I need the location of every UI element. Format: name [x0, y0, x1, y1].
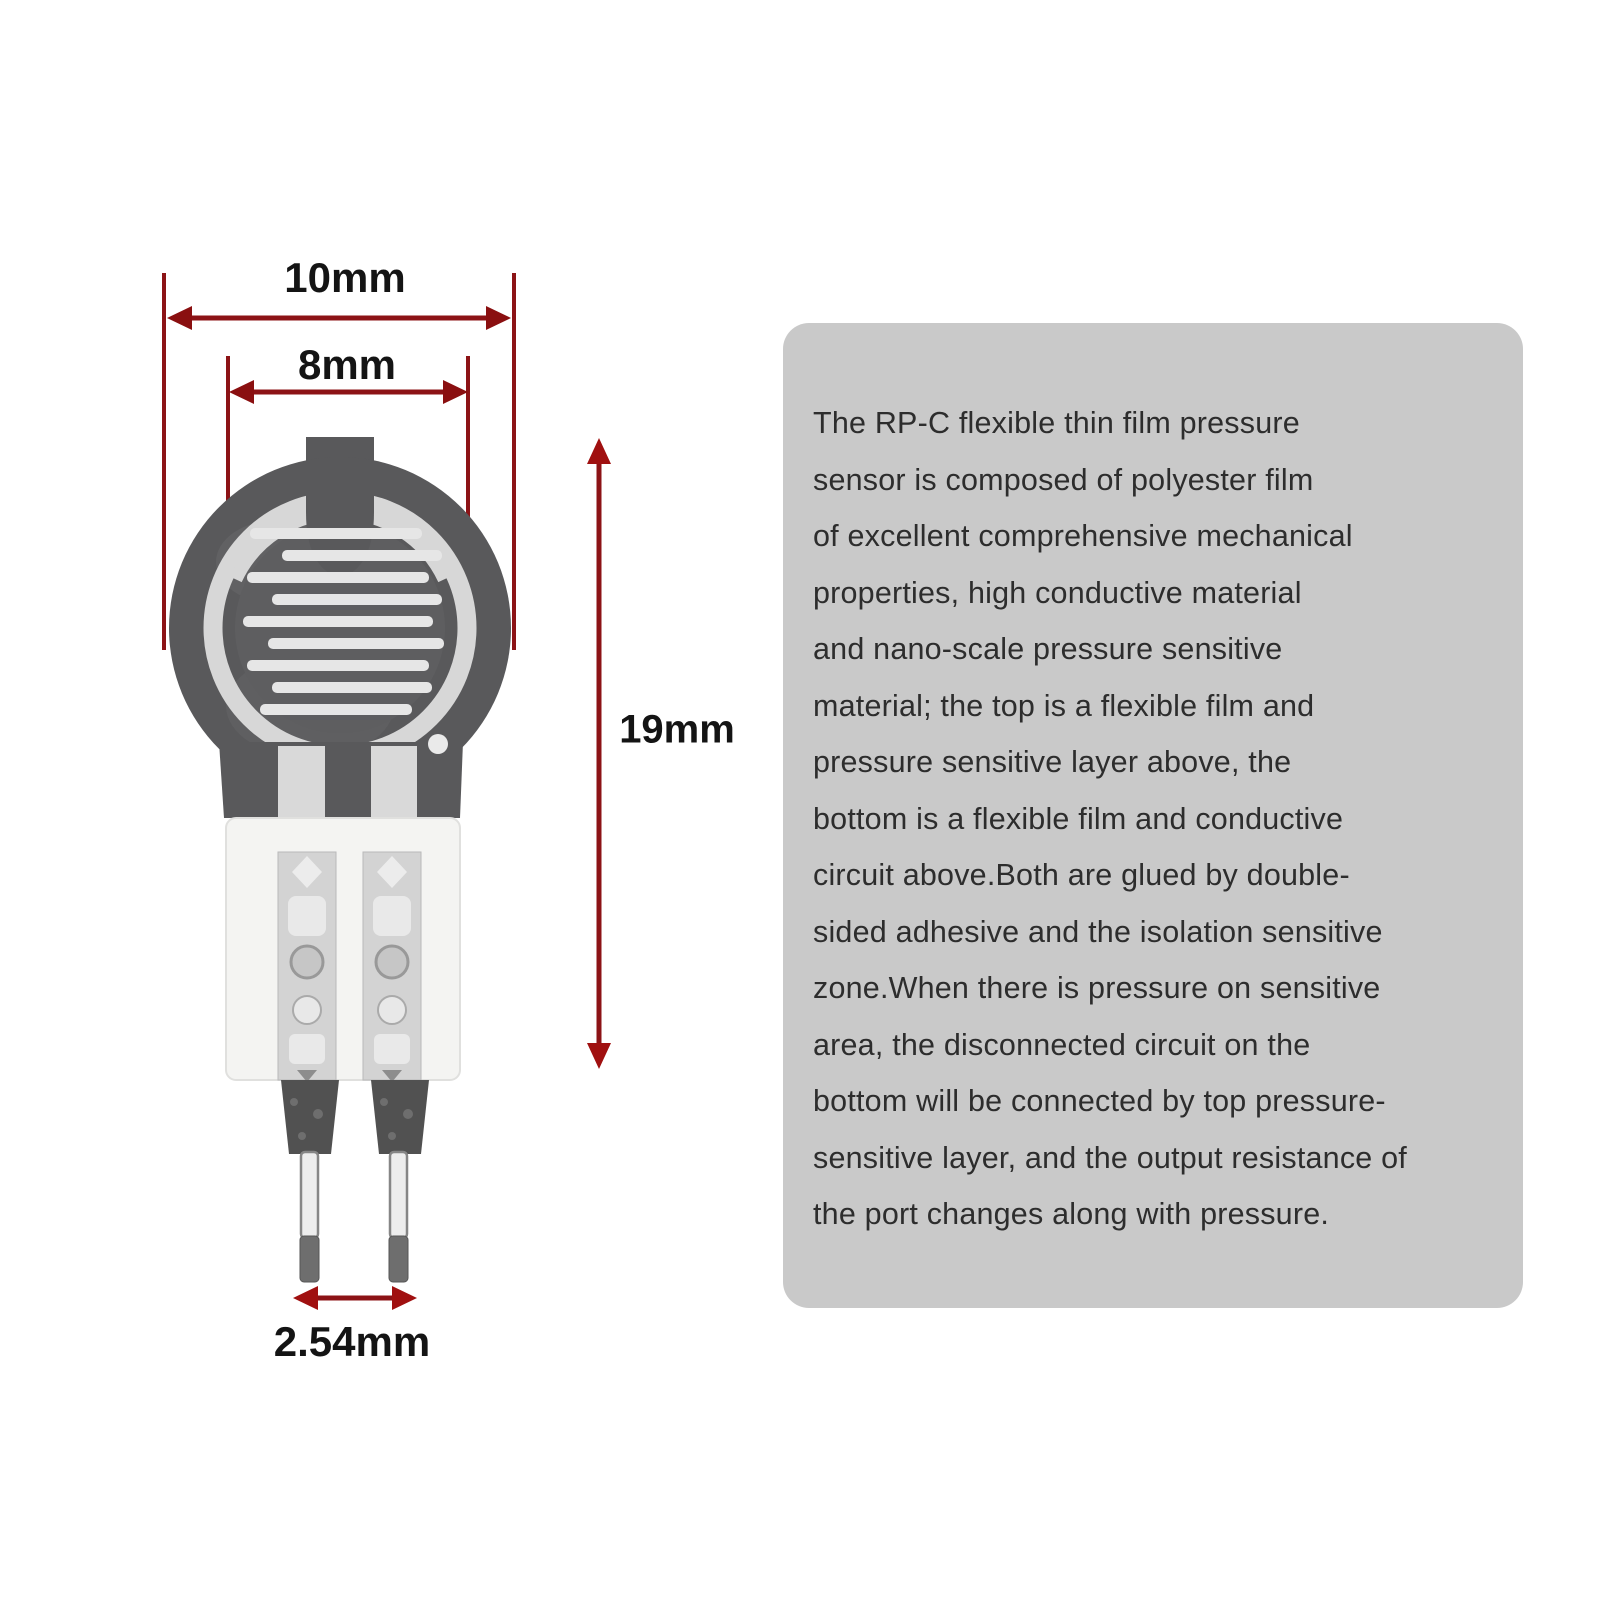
description-line: and nano-scale pressure sensitive: [813, 632, 1283, 666]
description-line: properties, high conductive material: [813, 575, 1302, 610]
pin-right-tip: [389, 1236, 408, 1282]
arrowhead-left-icon: [293, 1286, 318, 1310]
description-line: sensitive layer, and the output resistance of: [813, 1140, 1407, 1175]
electrode-finger: [272, 682, 432, 693]
pin-left-tip: [300, 1236, 319, 1282]
dimension-arrow-2-54mm: [293, 1286, 417, 1310]
dimension-arrow-10mm: [167, 306, 511, 330]
electrode-finger: [268, 638, 444, 649]
electrode-finger: [247, 572, 429, 583]
description-line: bottom is a flexible film and conductive: [813, 801, 1344, 836]
dim-label-8mm: 8mm: [297, 341, 397, 388]
electrode-finger: [247, 660, 429, 671]
pin-right: [371, 1080, 429, 1282]
arrowhead-down-icon: [587, 1043, 611, 1069]
arrowhead-right-icon: [443, 380, 468, 404]
dimension-arrow-19mm: [587, 438, 611, 1069]
connector-body: [226, 818, 460, 1080]
pin-right-shaft: [390, 1152, 407, 1238]
description-line: sided adhesive and the isolation sensitive: [813, 914, 1383, 949]
description-line: material; the top is a flexible film and: [813, 688, 1315, 723]
description-line: the port changes along with pressure.: [813, 1197, 1330, 1231]
description-panel: [783, 323, 1523, 1308]
pin-right-crimp: [371, 1080, 429, 1154]
description-line: sensor is composed of polyester film: [813, 462, 1314, 497]
electrode-finger: [272, 594, 442, 605]
description-line: pressure sensitive layer above, the: [813, 745, 1292, 779]
arrowhead-right-icon: [486, 306, 511, 330]
description-line: area, the disconnected circuit on the: [813, 1027, 1311, 1062]
pin-left: [281, 1080, 339, 1282]
dim-label-2-54mm: 2.54mm: [273, 1318, 431, 1365]
pin-left-shaft: [301, 1152, 318, 1238]
description-line: bottom will be connected by top pressure-: [813, 1084, 1386, 1118]
description-line: circuit above.Both are glued by double-: [813, 858, 1350, 892]
dim-label-10mm: 10mm: [284, 254, 406, 301]
dim-label-19mm: 19mm: [619, 707, 735, 752]
description-line: zone.When there is pressure on sensitive: [813, 971, 1381, 1005]
electrode-finger: [250, 528, 422, 539]
electrode-finger: [243, 616, 433, 627]
metal-strip-right: [363, 852, 421, 1082]
description-line: of excellent comprehensive mechanical: [813, 519, 1353, 553]
sensor-tail-film: [219, 742, 463, 818]
electrode-finger: [260, 704, 412, 715]
arrowhead-left-icon: [167, 306, 192, 330]
vent-hole-dot: [428, 734, 448, 754]
arrowhead-up-icon: [587, 438, 611, 464]
description-line: The RP-C flexible thin film pressure: [813, 406, 1300, 440]
pin-left-crimp: [281, 1080, 339, 1154]
metal-strip-left: [278, 852, 336, 1082]
arrowhead-right-icon: [392, 1286, 417, 1310]
electrode-finger: [282, 550, 442, 561]
arrowhead-left-icon: [229, 380, 254, 404]
pressure-sensor: [169, 437, 511, 1282]
